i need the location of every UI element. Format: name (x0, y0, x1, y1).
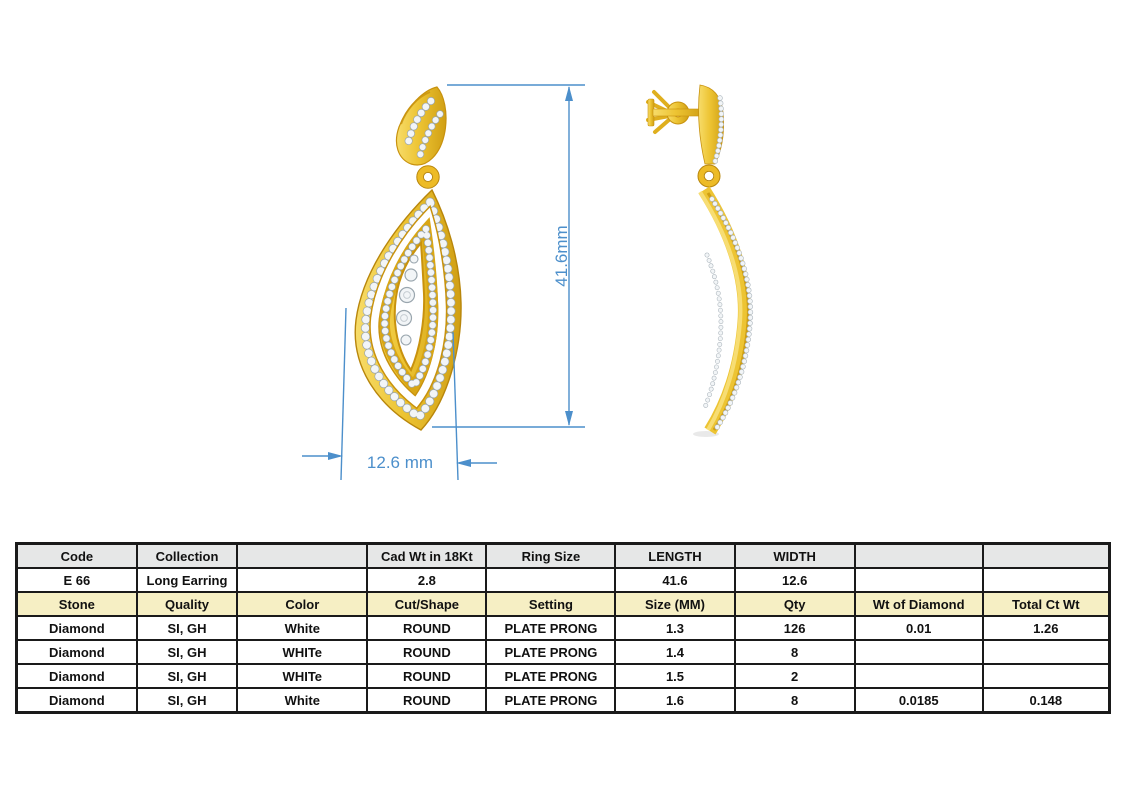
table-row-stone-header (17, 592, 1110, 616)
value-cad-wt: 2.8 (367, 568, 486, 592)
stone2-color: WHITe (237, 640, 367, 664)
stone2-stone: Diamond (17, 640, 137, 664)
header-collection: Collection (137, 544, 238, 569)
value-code: E 66 (17, 568, 137, 592)
stone3-quality: SI, GH (137, 664, 238, 688)
stud-top (396, 87, 446, 165)
header-blank-2 (855, 544, 983, 569)
stone3-color: WHITe (237, 664, 367, 688)
header-cut-shape: Cut/Shape (367, 592, 486, 616)
stone3-total (983, 664, 1110, 688)
header-qty: Qty (735, 592, 855, 616)
stone3-size: 1.5 (615, 664, 734, 688)
stone4-wt: 0.0185 (855, 688, 983, 713)
side-drop-band (693, 190, 750, 437)
header-size-mm: Size (MM) (615, 592, 734, 616)
header-blank-3 (983, 544, 1110, 569)
spec-table (15, 542, 1111, 714)
header-total-ct-wt: Total Ct Wt (983, 592, 1110, 616)
header-color: Color (237, 592, 367, 616)
value-blank-1 (237, 568, 367, 592)
stone3-qty: 2 (735, 664, 855, 688)
leaf-drop (355, 190, 461, 430)
stone1-total: 1.26 (983, 616, 1110, 640)
value-ring-size (486, 568, 615, 592)
stone4-color: White (237, 688, 367, 713)
value-width: 12.6 (735, 568, 855, 592)
stone1-color: White (237, 616, 367, 640)
length-dimension-label: 41.6mm (552, 225, 571, 287)
stone1-wt: 0.01 (855, 616, 983, 640)
value-blank-3 (983, 568, 1110, 592)
table-row-stone-1 (17, 616, 1110, 640)
header-blank-1 (237, 544, 367, 569)
header-wt-of-diamond: Wt of Diamond (855, 592, 983, 616)
earring-front-view (355, 87, 461, 430)
table-row-info-values (17, 568, 1110, 592)
header-stone: Stone (17, 592, 137, 616)
table-row-stone-4 (17, 688, 1110, 713)
stone2-size: 1.4 (615, 640, 734, 664)
stone2-cut: ROUND (367, 640, 486, 664)
side-top-bar (699, 85, 724, 164)
header-setting: Setting (486, 592, 615, 616)
stone3-stone: Diamond (17, 664, 137, 688)
header-cad-wt: Cad Wt in 18Kt (367, 544, 486, 569)
stone1-quality: SI, GH (137, 616, 238, 640)
header-ring-size: Ring Size (486, 544, 615, 569)
stone2-wt (855, 640, 983, 664)
side-connector-ring (698, 165, 720, 187)
table-row-info-header (17, 544, 1110, 569)
stone3-wt (855, 664, 983, 688)
value-collection: Long Earring (137, 568, 238, 592)
stone2-setting: PLATE PRONG (486, 640, 615, 664)
stone4-quality: SI, GH (137, 688, 238, 713)
stone4-qty: 8 (735, 688, 855, 713)
earring-side-view (648, 85, 750, 437)
stone4-total: 0.148 (983, 688, 1110, 713)
ear-post (653, 109, 703, 116)
stone1-stone: Diamond (17, 616, 137, 640)
stone4-stone: Diamond (17, 688, 137, 713)
stone1-setting: PLATE PRONG (486, 616, 615, 640)
stone3-cut: ROUND (367, 664, 486, 688)
stone4-size: 1.6 (615, 688, 734, 713)
stone1-cut: ROUND (367, 616, 486, 640)
stone1-size: 1.3 (615, 616, 734, 640)
stone2-total (983, 640, 1110, 664)
stone1-qty: 126 (735, 616, 855, 640)
table-row-stone-3 (17, 664, 1110, 688)
stone2-quality: SI, GH (137, 640, 238, 664)
header-width: WIDTH (735, 544, 855, 569)
header-code: Code (17, 544, 137, 569)
table-row-stone-2 (17, 640, 1110, 664)
header-length: LENGTH (615, 544, 734, 569)
stone4-cut: ROUND (367, 688, 486, 713)
value-blank-2 (855, 568, 983, 592)
stone2-qty: 8 (735, 640, 855, 664)
stone3-setting: PLATE PRONG (486, 664, 615, 688)
value-length: 41.6 (615, 568, 734, 592)
width-dimension-label: 12.6 mm (366, 453, 434, 472)
stone4-setting: PLATE PRONG (486, 688, 615, 713)
header-quality: Quality (137, 592, 238, 616)
connector-ring (417, 166, 439, 188)
